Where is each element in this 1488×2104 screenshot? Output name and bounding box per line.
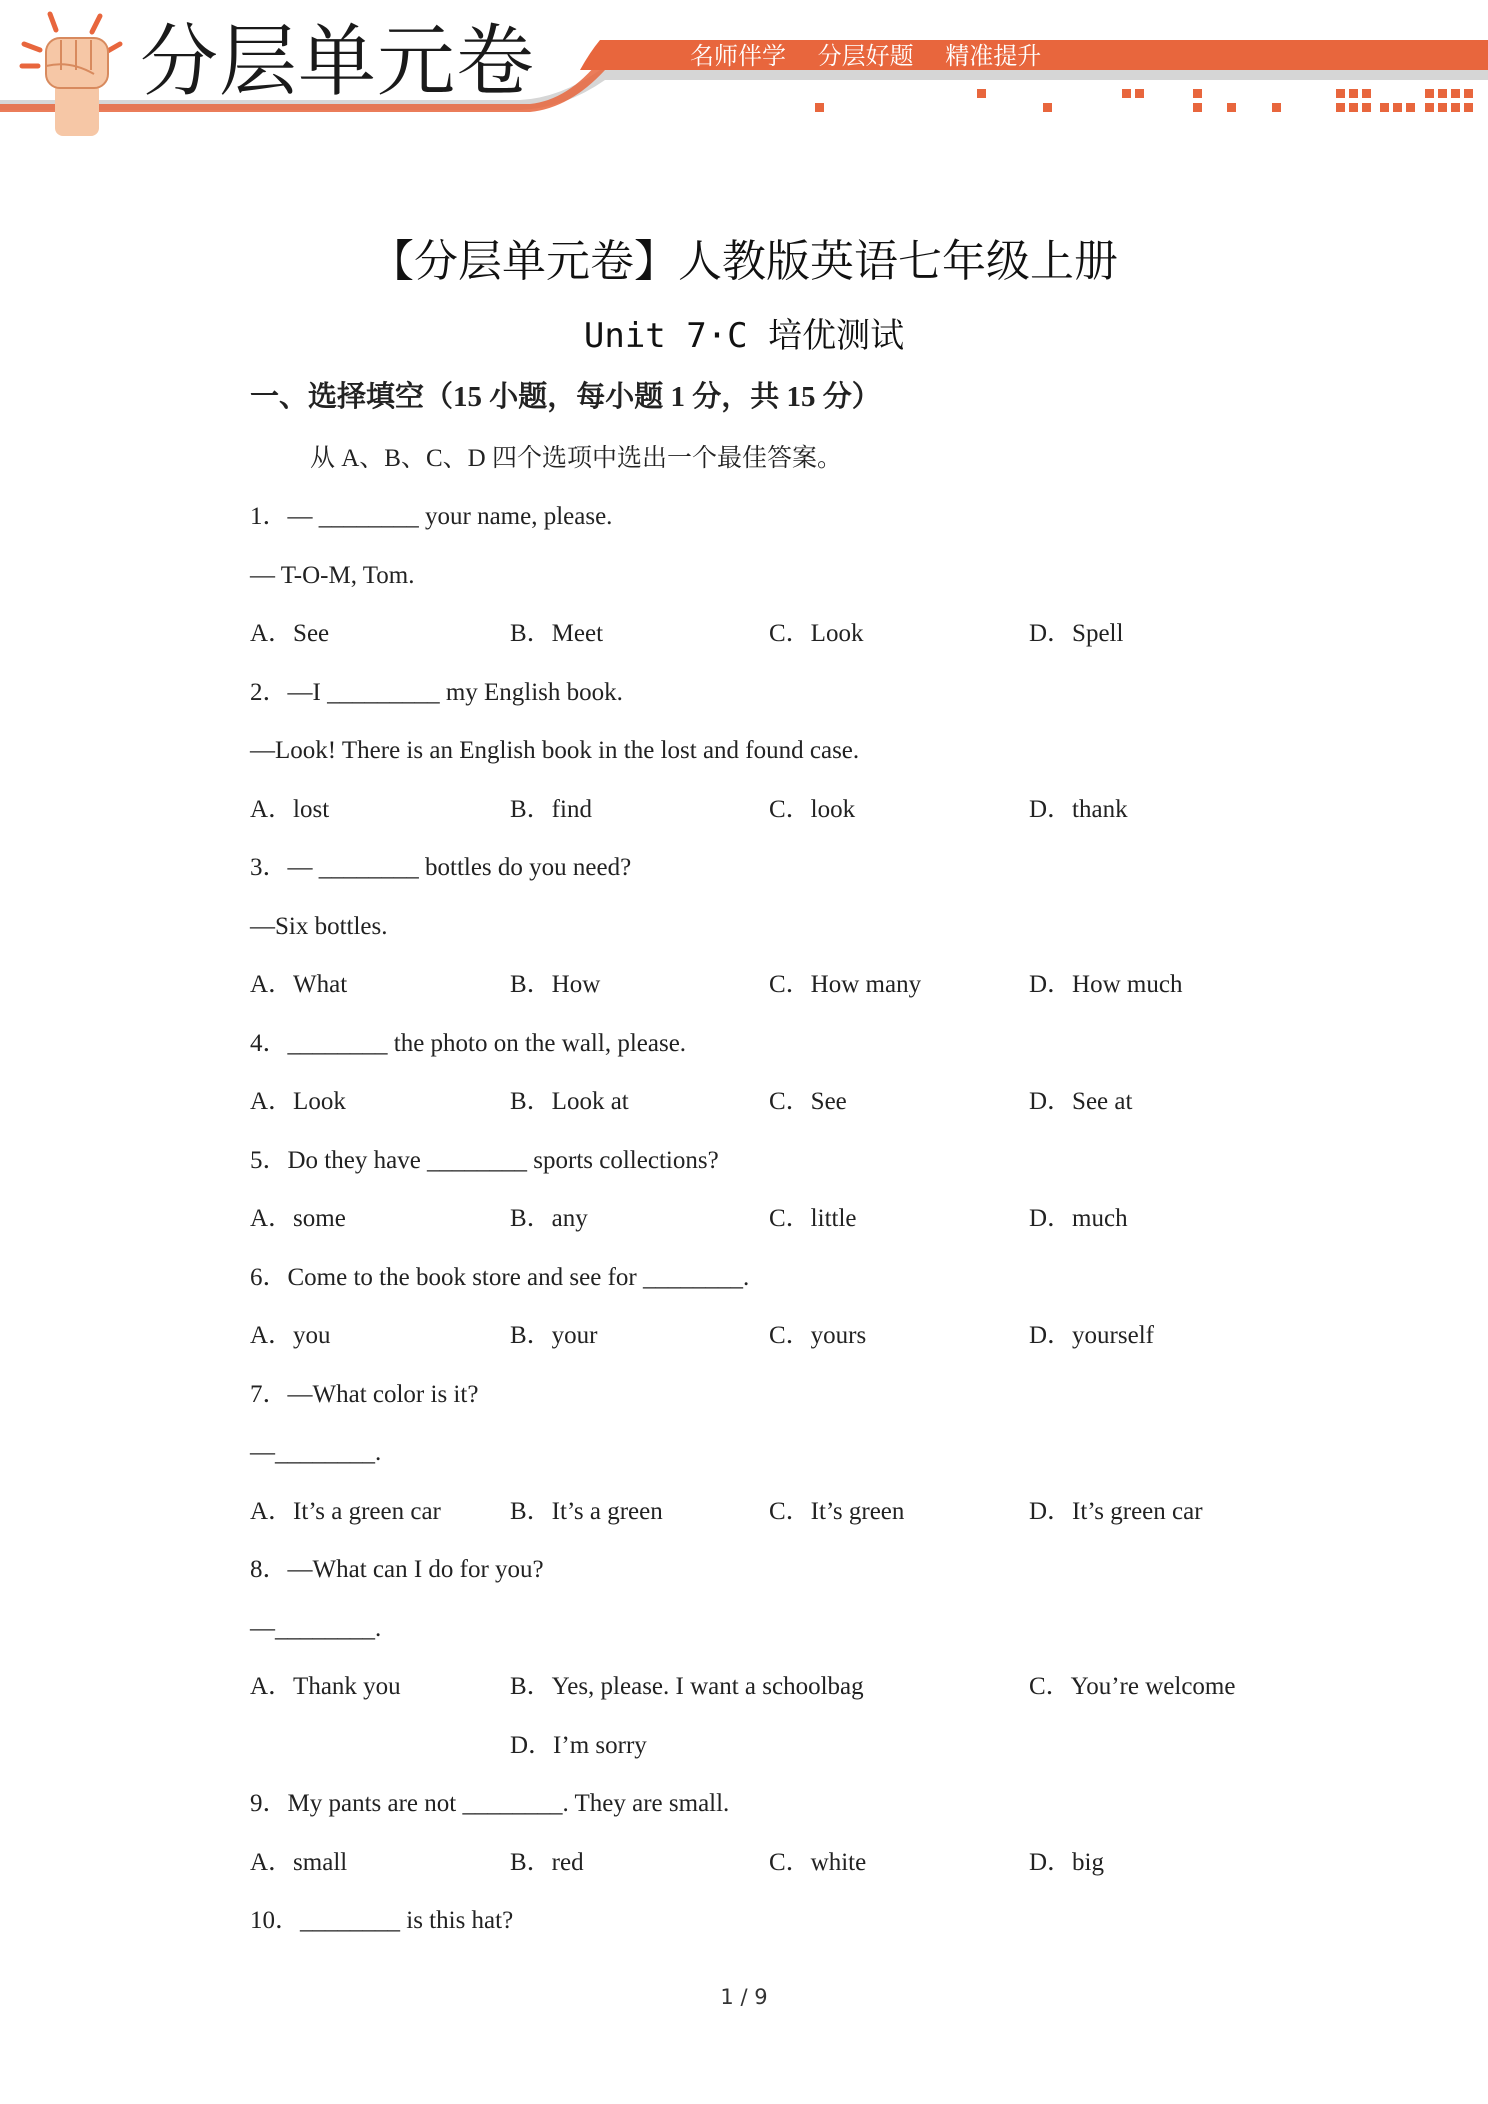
question-stem: 5．Do they have ________ sports collections? <box>250 1146 719 1174</box>
answer-options <box>250 605 1250 664</box>
option-b: B．Look at <box>510 1088 629 1115</box>
exam-content <box>250 372 1250 1951</box>
question-stem: 6．Come to the book store and see for ________. <box>250 1263 750 1291</box>
document-title: 【分层单元卷】人教版英语七年级上册 <box>370 236 1118 287</box>
answer-options <box>250 1307 1250 1366</box>
question-stem: 10．________ is this hat? <box>250 1907 514 1934</box>
option-d: D．How much <box>1029 971 1183 998</box>
question-response: — T-O-M, Tom. <box>250 561 415 589</box>
answer-options <box>250 1190 1250 1249</box>
option-d: D．thank <box>1029 795 1128 823</box>
raised-fist-icon <box>10 4 140 139</box>
option-d: D．big <box>1029 1848 1105 1876</box>
option-c: C．little <box>769 1205 857 1232</box>
option-d: D．It’s green car <box>1029 1497 1203 1525</box>
page-number: 1 / 9 <box>720 1985 768 2009</box>
option-c: C．How many <box>769 971 922 998</box>
option-b: B．any <box>510 1205 588 1232</box>
option-b: B．How <box>510 971 601 998</box>
answer-options <box>250 956 1250 1015</box>
section-instruction: 从 A、B、C、D 四个选项中选出一个最佳答案。 <box>310 445 842 472</box>
option-a: A．Look <box>250 1088 346 1115</box>
header-slogan <box>690 36 1065 71</box>
answer-options <box>250 1073 1250 1132</box>
option-d: D．yourself <box>1029 1322 1154 1349</box>
option-a: A．lost <box>250 795 330 823</box>
page-header <box>0 0 1488 140</box>
document-subtitle: Unit 7·C 培优测试 <box>583 316 905 356</box>
option-a: A．you <box>250 1322 331 1349</box>
option-c: C．It’s green <box>769 1497 905 1525</box>
option-a: A．Thank you <box>250 1673 401 1700</box>
option-c: C．You’re welcome <box>1029 1673 1236 1700</box>
option-b: B．find <box>510 795 592 823</box>
slogan-item: 精准提升 <box>945 42 1042 70</box>
question-response: —________. <box>250 1614 382 1642</box>
option-c: C．yours <box>769 1322 867 1349</box>
answer-options <box>250 1658 1250 1717</box>
answer-options <box>250 1483 1250 1542</box>
option-c: C．Look <box>769 620 864 647</box>
question-stem: 1．— ________ your name, please. <box>250 503 613 530</box>
slogan-item: 名师伴学 <box>690 42 786 70</box>
question-response: —________. <box>250 1439 382 1466</box>
question-response: —Look! There is an English book in the lost and found case. <box>250 737 860 764</box>
option-b: B．your <box>510 1322 598 1349</box>
answer-options <box>250 1834 1250 1893</box>
question-stem: 7．—What color is it? <box>250 1380 479 1408</box>
section-heading: 一、选择填空（15 小题，每小题 1 分，共 15 分） <box>250 381 881 413</box>
slogan-item: 分层好题 <box>817 42 914 70</box>
option-d: D．Spell <box>1029 620 1124 647</box>
option-a: A．It’s a green car <box>250 1497 441 1525</box>
option-a: A．small <box>250 1848 348 1876</box>
option-a: A．What <box>250 971 348 998</box>
option-a: A．some <box>250 1205 346 1232</box>
answer-options <box>250 781 1250 840</box>
option-c: C．look <box>769 795 856 823</box>
option-c: C．See <box>769 1088 847 1115</box>
option-b: B．It’s a green <box>510 1497 663 1525</box>
question-stem: 8．—What can I do for you? <box>250 1556 544 1583</box>
option-b: B．Yes, please. I want a schoolbag <box>510 1673 864 1700</box>
option-d: D．I’m sorry <box>510 1731 647 1759</box>
answer-options-continued <box>250 1717 1250 1776</box>
option-b: B．red <box>510 1848 584 1876</box>
option-d: D．See at <box>1029 1088 1133 1115</box>
option-b: B．Meet <box>510 620 604 647</box>
option-a: A．See <box>250 620 330 647</box>
question-stem: 9．My pants are not ________. They are small. <box>250 1790 730 1817</box>
question-stem: 2．—I _________ my English book. <box>250 678 623 706</box>
question-response: —Six bottles. <box>250 912 388 940</box>
question-stem: 4．________ the photo on the wall, please. <box>250 1029 687 1057</box>
question-stem: 3．— ________ bottles do you need? <box>250 854 632 881</box>
brand-title: 分层单元卷 <box>140 17 536 107</box>
option-c: C．white <box>769 1848 867 1876</box>
option-d: D．much <box>1029 1205 1128 1232</box>
